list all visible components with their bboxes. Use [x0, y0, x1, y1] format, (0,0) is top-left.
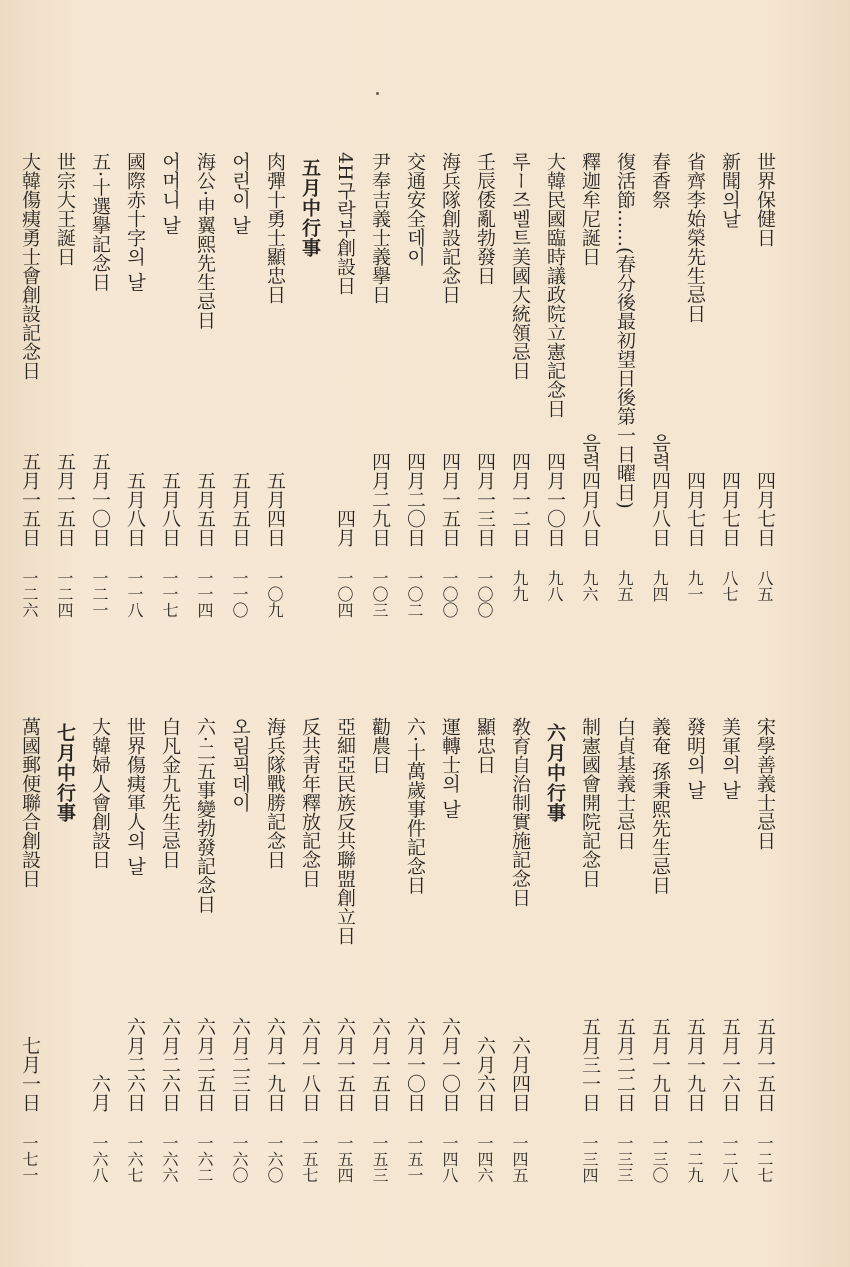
event-date: 六月 [89, 1074, 111, 1112]
page-number: 一四六 [475, 1135, 494, 1183]
event-name: 釋迦牟尼誕日 [579, 152, 601, 266]
page-number: 八七 [720, 570, 739, 602]
toc-entry [506, 152, 533, 672]
page-number: 一六八 [90, 1135, 109, 1183]
page-number: 九九 [510, 570, 529, 602]
event-date: 五月一九日 [649, 1017, 671, 1112]
event-name: 萬國郵便聯合創設日 [19, 717, 41, 888]
page-number: 一三四 [580, 1135, 599, 1183]
event-name: 肉彈十勇士顯忠日 [264, 152, 286, 304]
event-name: 義奄 孫秉熙先生忌日 [649, 717, 671, 895]
event-name: 美軍의 날 [719, 717, 741, 800]
page-number: 一六〇 [265, 1135, 284, 1183]
page-number: 一一八 [125, 570, 144, 618]
page-number: 一四八 [440, 1135, 459, 1183]
toc-entry [471, 717, 498, 1237]
toc-entry [576, 717, 603, 1237]
event-date: 六月一五日 [334, 1017, 356, 1112]
page-number: 一〇〇 [475, 570, 494, 618]
event-name: 交通安全데이 [404, 152, 426, 266]
ink-dot [376, 92, 379, 95]
page-number: 一〇三 [370, 570, 389, 618]
event-name: 勸農日 [369, 717, 391, 774]
event-name: 運轉士의 날 [439, 717, 461, 819]
toc-entry [331, 152, 358, 672]
toc-entry [121, 152, 148, 672]
toc-entry [436, 152, 463, 672]
toc-block-april-may [8, 152, 778, 672]
event-name: 尹奉吉義士義擧日 [369, 152, 391, 304]
toc-entry [751, 717, 778, 1237]
section-heading: 七月中行事 [54, 723, 76, 823]
event-name: 壬辰倭亂勃發日 [474, 152, 496, 285]
page-number: 一五三 [370, 1135, 389, 1183]
toc-entry [366, 717, 393, 1237]
event-name: 國際赤十字의 날 [124, 152, 146, 292]
toc-entry [331, 717, 358, 1237]
toc-entry [646, 152, 673, 672]
event-date: 五月五日 [229, 471, 251, 547]
event-date: 四月 [334, 509, 356, 547]
toc-entry [366, 152, 393, 672]
event-name: 海兵隊戰勝記念日 [264, 717, 286, 869]
page-number: 一二四 [55, 570, 74, 618]
event-date: 五月八日 [124, 471, 146, 547]
event-name: 宋學善義士忌日 [754, 717, 776, 850]
toc-entry [541, 152, 568, 672]
event-name: 六·二五事變勃發記念日 [194, 717, 216, 914]
page-number: 一五四 [335, 1135, 354, 1183]
event-date: 五月一六日 [719, 1017, 741, 1112]
toc-entry [226, 717, 253, 1237]
toc-entry [261, 152, 288, 672]
page-number: 一一七 [160, 570, 179, 618]
toc-entry [716, 717, 743, 1237]
event-date: 五月五日 [194, 471, 216, 547]
event-name: 世宗大王誕日 [54, 152, 76, 266]
event-date: 음력四月八日 [579, 433, 601, 547]
event-date: 五月一五日 [754, 1017, 776, 1112]
page-number: 一二六 [20, 570, 39, 618]
event-date: 五月一〇日 [89, 452, 111, 547]
section-heading: 五月中行事 [299, 158, 321, 258]
event-date: 四月一五日 [439, 452, 461, 547]
event-date: 四月七日 [754, 471, 776, 547]
toc-entry [86, 717, 113, 1237]
event-date: 六月一八日 [299, 1017, 321, 1112]
event-name: 顯忠日 [474, 717, 496, 774]
toc-entry [716, 152, 743, 672]
page-number: 一六二 [195, 1135, 214, 1183]
page-number: 一五七 [300, 1135, 319, 1183]
event-date: 六月一〇日 [439, 1017, 461, 1112]
event-name: 世界保健日 [754, 152, 776, 247]
toc-entry [156, 152, 183, 672]
page-number: 九四 [650, 570, 669, 602]
event-date: 四月一三日 [474, 452, 496, 547]
toc-entry [611, 717, 638, 1237]
event-date: 五月一五日 [54, 452, 76, 547]
event-date: 六月一五日 [369, 1017, 391, 1112]
page-number: 一〇四 [335, 570, 354, 618]
page-number: 九五 [615, 570, 634, 602]
toc-entry [121, 717, 148, 1237]
toc-entry [261, 717, 288, 1237]
event-name: 大韓婦人會創設日 [89, 717, 111, 869]
toc-entry [751, 152, 778, 672]
event-name: 新聞의날 [719, 152, 741, 228]
page-number: 一一〇 [230, 570, 249, 618]
page-number: 一〇九 [265, 570, 284, 618]
event-date: 六月二六日 [124, 1017, 146, 1112]
toc-entry [296, 717, 323, 1237]
page-number: 一〇〇 [440, 570, 459, 618]
page-number: 九八 [545, 570, 564, 602]
event-name: 亞細亞民族反共聯盟創立日 [334, 717, 356, 945]
page-number: 一二一 [90, 570, 109, 618]
event-date: 六月六日 [474, 1036, 496, 1112]
event-date: 六月二三日 [229, 1017, 251, 1112]
section-heading: 六月中行事 [544, 723, 566, 823]
event-name: 世界傷痍軍人의 날 [124, 717, 146, 876]
page-number: 一四五 [510, 1135, 529, 1183]
toc-entry [156, 717, 183, 1237]
toc-entry [576, 152, 603, 672]
toc-entry [51, 152, 78, 672]
page-number: 一五一 [405, 1135, 424, 1183]
event-name: 反共靑年釋放記念日 [299, 717, 321, 888]
event-date: 六月四日 [509, 1036, 531, 1112]
toc-block-may-july [8, 717, 778, 1237]
event-name: 白貞基義士忌日 [614, 717, 636, 850]
toc-entry [86, 152, 113, 672]
toc-entry [226, 152, 253, 672]
event-date: 五月四日 [264, 471, 286, 547]
page-number: 九六 [580, 570, 599, 602]
event-date: 四月七日 [719, 471, 741, 547]
event-name: 大韓民國臨時議政院立憲記念日 [544, 152, 566, 418]
event-date: 五月三一日 [579, 1017, 601, 1112]
toc-entry [506, 717, 533, 1237]
toc-entry [436, 717, 463, 1237]
event-name: 白凡金九先生忌日 [159, 717, 181, 869]
toc-entry [401, 717, 428, 1237]
event-date: 五月二二日 [614, 1017, 636, 1112]
event-date: 四月二九日 [369, 452, 391, 547]
event-date: 四月一二日 [509, 452, 531, 547]
toc-entry [191, 152, 218, 672]
page-number: 一六〇 [230, 1135, 249, 1183]
event-date: 六月一〇日 [404, 1017, 426, 1112]
toc-entry [646, 717, 673, 1237]
toc-entry [611, 152, 638, 672]
page-number: 一七一 [20, 1135, 39, 1183]
page-number: 八五 [755, 570, 774, 602]
toc-entry [16, 152, 43, 672]
event-date: 五月一五日 [19, 452, 41, 547]
page-number: 一六七 [125, 1135, 144, 1183]
event-date [611, 152, 638, 547]
page-number: 一三三 [615, 1135, 634, 1183]
toc-entry [401, 152, 428, 672]
event-date: 七月一日 [19, 1036, 41, 1112]
event-name: 五·十選擧記念日 [89, 152, 111, 292]
event-date: 六月二五日 [194, 1017, 216, 1112]
toc-entry [681, 152, 708, 672]
event-date: 五月一九日 [684, 1017, 706, 1112]
event-date: 六月二六日 [159, 1017, 181, 1112]
event-name: 六·十萬歲事件記念日 [404, 717, 426, 895]
event-date: 五月八日 [159, 471, 181, 547]
event-name: 루ー즈벨트美國大統領忌日 [509, 152, 531, 380]
event-date: 四月一〇日 [544, 452, 566, 547]
event-name: 大韓傷痍勇士會創設記念日 [19, 152, 41, 380]
page-number: 一〇二 [405, 570, 424, 618]
event-name: 海公·申翼熙先生忌日 [194, 152, 216, 330]
event-name: 4H구락부創設日 [334, 152, 356, 295]
event-date: 六月一九日 [264, 1017, 286, 1112]
page-number: 一二九 [685, 1135, 704, 1183]
event-name: 春香祭 [649, 152, 671, 209]
event-name: 省齊李始榮先生忌日 [684, 152, 706, 323]
event-name: 制憲國會開院記念日 [579, 717, 601, 888]
toc-entry [681, 717, 708, 1237]
event-date: 四月七日 [684, 471, 706, 547]
event-name: 어린이 날 [229, 152, 251, 235]
event-name: 오림픽데이 [229, 717, 251, 812]
page-number: 一三〇 [650, 1135, 669, 1183]
toc-entry [471, 152, 498, 672]
page-number: 一二八 [720, 1135, 739, 1183]
page-number: 九一 [685, 570, 704, 602]
event-name: 敎育自治制實施記念日 [509, 717, 531, 907]
page-number: 一六六 [160, 1135, 179, 1183]
event-name: 어머니 날 [159, 152, 181, 235]
page-number: 一二七 [755, 1135, 774, 1183]
event-date: 四月二〇日 [404, 452, 426, 547]
event-name: 發明의 날 [684, 717, 706, 800]
event-date: 음력四月八日 [649, 433, 671, 547]
event-name: 海兵隊創設記念日 [439, 152, 461, 304]
page-number: 一一四 [195, 570, 214, 618]
toc-entry [191, 717, 218, 1237]
event-name: 復活節……(春分後最初望日後第一日曜日) [614, 152, 636, 509]
toc-entry [16, 717, 43, 1237]
